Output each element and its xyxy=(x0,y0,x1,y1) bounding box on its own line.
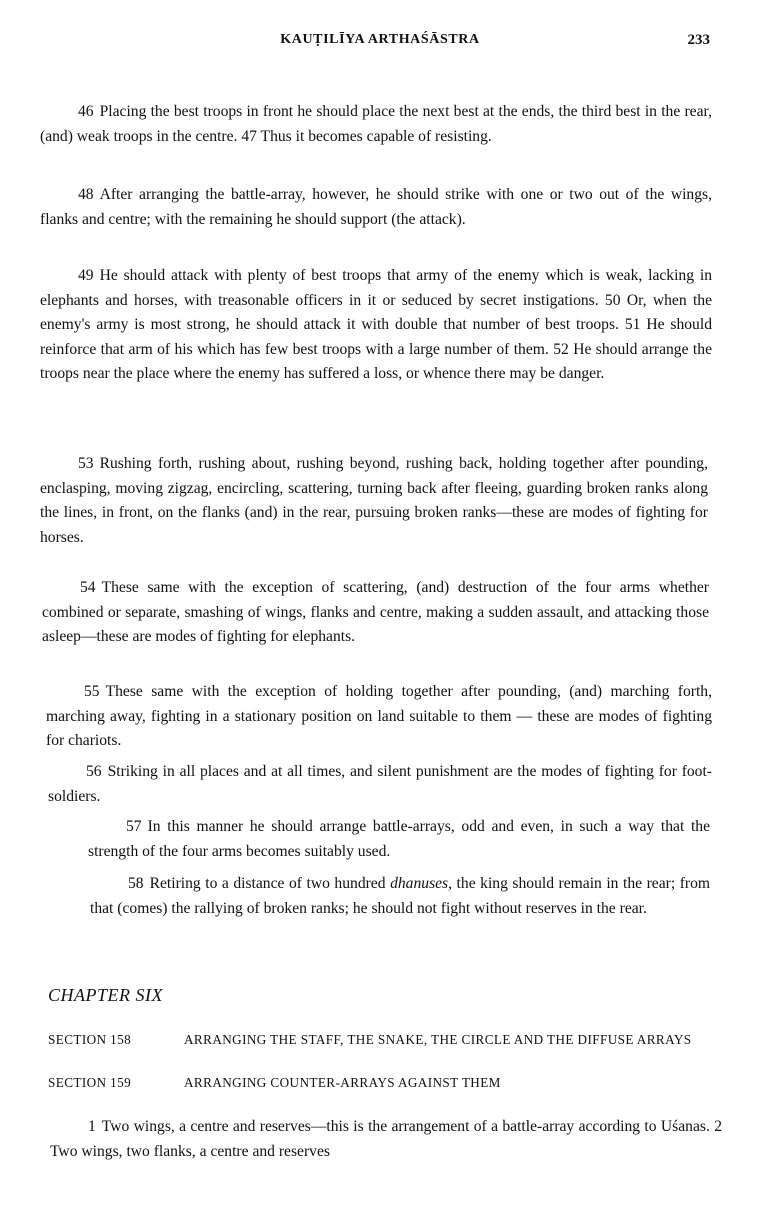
paragraph-number: 54 xyxy=(80,579,96,596)
paragraph-number: 55 xyxy=(84,683,100,700)
paragraph-number: 1 xyxy=(88,1118,96,1135)
paragraph-text-italic: dhanuses xyxy=(390,875,449,892)
chapter-title: CHAPTER SIX xyxy=(48,985,163,1005)
paragraph-56 xyxy=(48,760,712,809)
paragraph-49 xyxy=(40,264,712,387)
paragraph-53 xyxy=(40,452,708,550)
paragraph-48 xyxy=(40,183,712,232)
paragraph-text: After arranging the battle-array, however, he should strike with one or two out of the wings, flanks and centre; with the remaining he should support (the attack). xyxy=(40,186,712,228)
paragraph-text: Two wings, a centre and reserves—this is the arrangement of a battle-array according to Uśanas. 2 Two wings, two flanks, a centre and reserves xyxy=(50,1118,722,1160)
paragraph-number: 46 xyxy=(78,103,94,120)
paragraph-46 xyxy=(40,100,712,149)
section-label: SECTION 159 xyxy=(48,1075,132,1090)
paragraph-54 xyxy=(42,576,709,650)
section-heading: ARRANGING THE STAFF, THE SNAKE, THE CIRCLE AND THE DIFFUSE ARRAYS xyxy=(184,1032,692,1047)
paragraph-text-post: , the king should remain in the rear; from that (comes) the rallying of broken ranks; he should not fight without reserves in the rear. xyxy=(90,875,711,917)
page-number: 233 xyxy=(687,32,710,48)
paragraph-57 xyxy=(88,815,710,864)
paragraph-text: These same with the exception of holding together after pounding, (and) marching forth, marching away, fighting in a stationary position on land suitable to them — these are modes of fighting for chariots. xyxy=(46,683,712,749)
paragraph-58 xyxy=(90,872,710,921)
running-title: KAUṬILĪYA ARTHAŚĀSTRA xyxy=(280,32,480,47)
paragraph-text: Striking in all places and at all times, and silent punishment are the modes of fighting for foot-soldiers. xyxy=(48,763,712,805)
paragraph-text-pre: Retiring to a distance of two hundred xyxy=(149,875,391,892)
section-158 xyxy=(48,1030,728,1072)
section-159 xyxy=(48,1073,728,1095)
page-header xyxy=(0,30,760,54)
paragraph-text: In this manner he should arrange battle-arrays, odd and even, in such a way that the strength of the four arms becomes suitably used. xyxy=(88,818,710,860)
paragraph-number: 48 xyxy=(78,186,94,203)
paragraph-number: 56 xyxy=(86,763,102,780)
paragraph-number: 57 xyxy=(126,818,142,835)
section-label: SECTION 158 xyxy=(48,1032,132,1047)
paragraph-number: 58 xyxy=(128,875,144,892)
paragraph-text: Rushing forth, rushing about, rushing beyond, rushing back, holding together after pounding, enclasping, moving zigzag, encircling, scattering, turning back after fleeing, guarding broken ranks along the lines, in front, on the flanks (and) in the rear, pursuing broken ranks—these are modes of fighting for horses. xyxy=(40,455,708,546)
paragraph-55 xyxy=(46,680,712,754)
paragraph-number: 53 xyxy=(78,455,94,472)
paragraph-number: 49 xyxy=(78,267,94,284)
paragraph-text: Placing the best troops in front he should place the next best at the ends, the third best in the rear, (and) weak troops in the centre. 47 Thus it becomes capable of resisting. xyxy=(40,103,712,145)
paragraph-text: He should attack with plenty of best troops that army of the enemy which is weak, lacking in elephants and horses, with treasonable officers in it or seduced by secret instigations. 50 Or, when the enemy's army is most strong, he should attack it with double that number of best troops. 51 He should reinforce that arm of his which has few best troops with a large number of them. 52 He should arrange the troops near the place where the enemy has suffered a loss, or whence there may be danger. xyxy=(40,267,712,382)
paragraph-1 xyxy=(50,1115,722,1164)
section-heading: ARRANGING COUNTER-ARRAYS AGAINST THEM xyxy=(184,1075,501,1090)
paragraph-text: These same with the exception of scattering, (and) destruction of the four arms whether combined or separate, smashing of wings, flanks and centre, making a sudden assault, and attacking those asleep—these are modes of fighting for elephants. xyxy=(42,579,709,645)
